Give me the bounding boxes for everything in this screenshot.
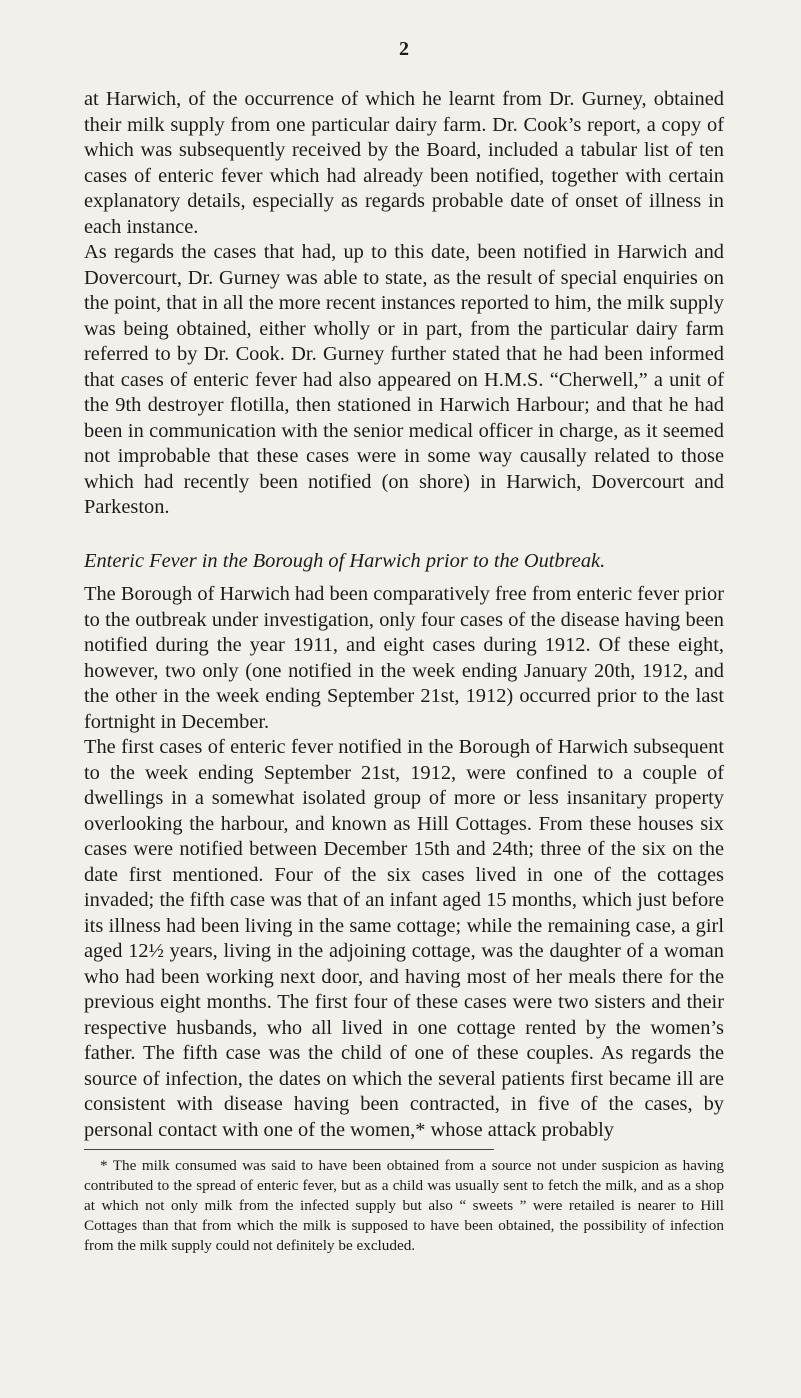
paragraph-intro-2: As regards the cases that had, up to this date, been notified in Harwich and Dovercourt, Dr. Gurney was able to state, as the result of special enquiries on the point, that in all the more recent instances reported to him, the milk supply was being obtained, either wholly or in part, from the particular dairy farm referred to by Dr. Cook. Dr. Gurney further stated that he had been informed that cases of enteric fever had also appeared on H.M.S. “Cherwell,” a unit of the 9th destroyer flotilla, then stationed in Harwich Harbour; and that he had been in communication with the senior medical officer in charge, as it seemed not improbable that these cases were in some way causally related to those which had recently been notified (on shore) in Harwich, Dovercourt and Parkeston. (84, 241, 724, 518)
page-number: 2 (399, 38, 409, 60)
section-heading: Enteric Fever in the Borough of Harwich prior to the Outbreak. (84, 549, 606, 572)
footnote: * The milk consumed was said to have been obtained from a source not under suspicion as having contributed to the spread of enteric fever, but as a child was usually sent to fetch the milk, and as a shop at which not only milk from the infected supply but also “ sweets ” were retailed is nearer to Hill Cottages than that from which the milk is supposed to have been obtained, the possibility of infection from the milk supply could not definitely be excluded. (84, 1157, 724, 1254)
paragraph-intro-1: at Harwich, of the occurrence of which he learnt from Dr. Gurney, obtained their milk supply from one particular dairy farm. Dr. Cook’s report, a copy of which was subsequently received by the Board, included a tabular list of ten cases of enteric fever which had already been notified, together with certain explanatory details, especially as regards probable date of onset of illness in each instance. (84, 88, 724, 238)
document-page (84, 38, 724, 1256)
paragraph-section-1: The Borough of Harwich had been comparatively free from enteric fever prior to the outbreak under investigation, only four cases of the disease having been notified during the year 1911, and eight cases during 1912. Of these eight, however, two only (one notified in the week ending January 20th, 1912, and the other in the week ending September 21st, 1912) occurred prior to the last fortnight in December. (84, 583, 724, 733)
footnote-divider (84, 1149, 494, 1150)
paragraph-section-2: The first cases of enteric fever notified in the Borough of Harwich subsequent to the week ending September 21st, 1912, were confined to a couple of dwellings in a somewhat isolated group of more or less insanitary property overlooking the harbour, and known as Hill Cottages. From these houses six cases were notified between December 15th and 24th; three of the six on the date first mentioned. Four of the six cases lived in one of the cottages invaded; the fifth case was that of an infant aged 15 months, which just before its illness had been living in the same cottage; while the remaining case, a girl aged 12½ years, living in the adjoining cottage, was the daughter of a woman who had been working next door, and having most of her meals there for the previous eight months. The first four of these cases were two sisters and their respective husbands, who all lived in one cottage rented by the women’s father. The fifth case was the child of one of these couples. As regards the source of infection, the dates on which the several patients first became ill are consistent with disease having been contracted, in five of the cases, by personal contact with one of the women,* whose attack probably (84, 736, 724, 1141)
